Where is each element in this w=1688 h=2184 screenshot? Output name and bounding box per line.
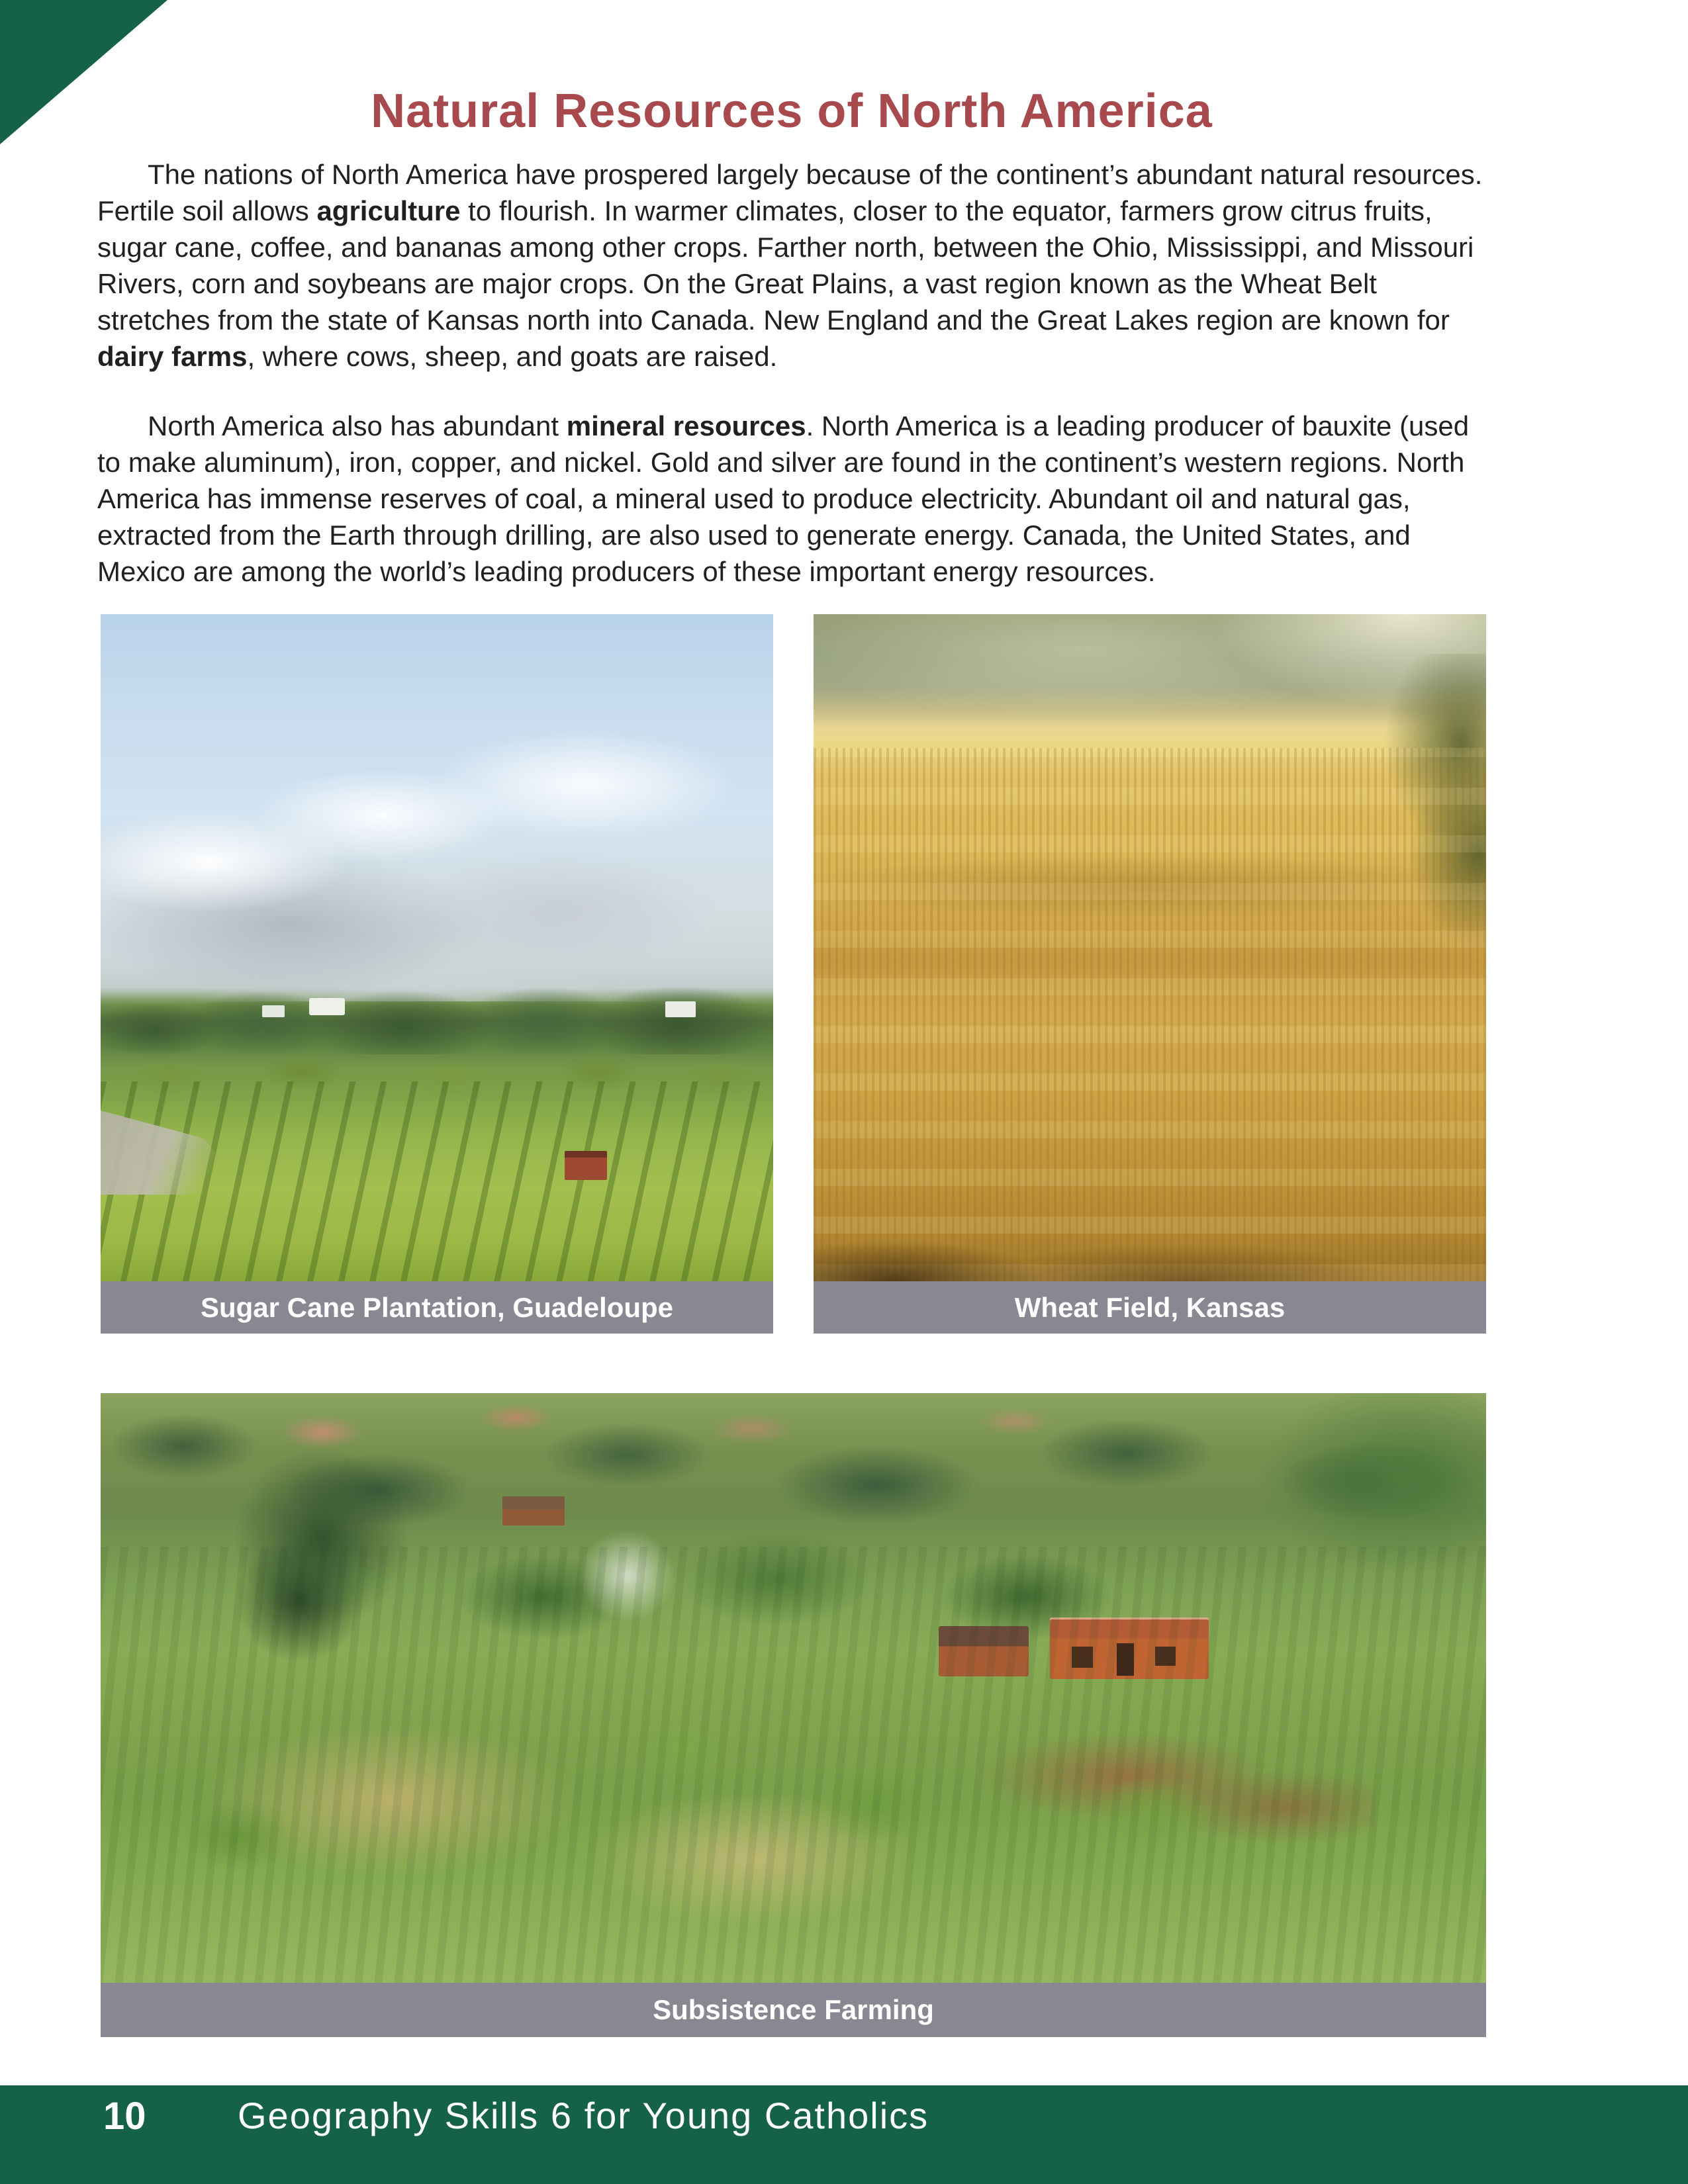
body-copy — [97, 156, 1486, 590]
figure-caption: Subsistence Farming — [101, 1983, 1486, 2037]
figure-sugar-cane — [101, 614, 773, 1334]
paragraph-agriculture: The nations of North America have prospered largely because of the continent’s abundant natural resources. Fertile soil allows agriculture to flourish. In warmer climates, closer to the equator, farmers grow citrus fruits, sugar cane, coffee, and bananas among other crops. Farther north, between the Ohio, Mississippi, and Missouri Rivers, corn and soybeans are major crops. On the Great Plains, a vast region known as the Wheat Belt stretches from the state of Kansas north into Canada. New England and the Great Lakes region are known for dairy farms, where cows, sheep, and goats are raised. — [97, 159, 1483, 372]
page-number: 10 — [103, 2095, 146, 2138]
wheat-stalks-decoration — [814, 748, 1486, 1281]
vegetation-texture-decoration — [101, 1547, 1486, 1983]
clouds-decoration — [101, 614, 773, 1001]
figure-wheat-field — [814, 614, 1486, 1334]
white-house-shape — [262, 1005, 285, 1017]
figure-caption: Wheat Field, Kansas — [814, 1281, 1486, 1334]
dark-stalks-decoration — [814, 1221, 1486, 1281]
figure-caption: Sugar Cane Plantation, Guadeloupe — [101, 1281, 773, 1334]
sugar-cane-photo — [101, 614, 773, 1281]
paragraph-minerals: North America also has abundant mineral resources. North America is a leading producer of bauxite (used to make aluminum), iron, copper, and nickel. Gold and silver are found in the continent’s western regions. North America has immense reserves of coal, a mineral used to produce electricity. Abundant oil and natural gas, extracted from the Earth through drilling, are also used to generate energy. Canada, the United States, and Mexico are among the world’s leading producers of these important energy resources. — [97, 410, 1470, 587]
white-house-shape — [309, 998, 345, 1015]
subsistence-farming-photo — [101, 1393, 1486, 1983]
white-house-shape — [665, 1001, 696, 1017]
wheat-field-photo — [814, 614, 1486, 1281]
hut-shape — [502, 1496, 565, 1526]
red-shack-shape — [565, 1151, 607, 1180]
footer-book-title: Geography Skills 6 for Young Catholics — [238, 2095, 929, 2136]
page-content — [97, 83, 1486, 623]
page-title: Natural Resources of North America — [371, 85, 1213, 138]
footer-bar — [0, 2085, 1688, 2184]
figure-subsistence-farming — [101, 1393, 1486, 2037]
